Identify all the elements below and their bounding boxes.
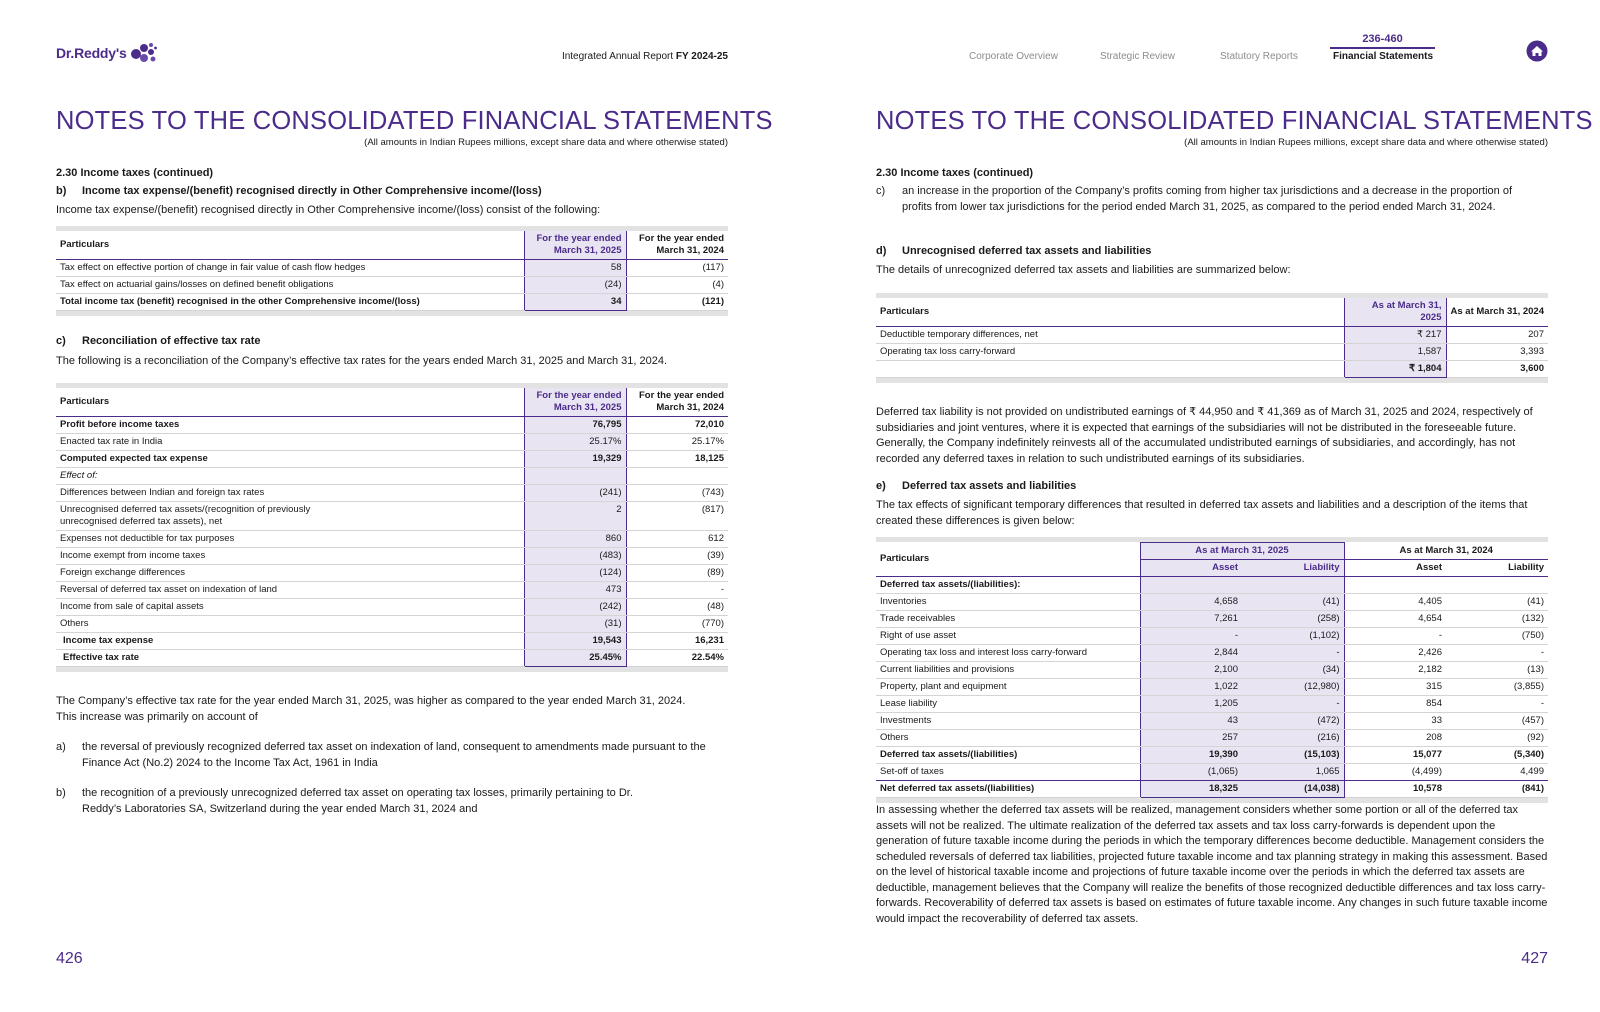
cell-a24: 10,578 xyxy=(1344,781,1446,798)
cell-l24: - xyxy=(1446,696,1548,713)
cell-l25: (216) xyxy=(1242,730,1344,747)
cell-a24: 208 xyxy=(1344,730,1446,747)
table-row-total xyxy=(56,633,728,650)
cell-a25 xyxy=(1140,577,1242,594)
table-row xyxy=(876,645,1548,662)
row-label: Deductible temporary differences, net xyxy=(876,327,1344,344)
cell-l25: (1,102) xyxy=(1242,628,1344,645)
cell-a25: 4,658 xyxy=(1140,594,1242,611)
subheading-text: Deferred tax assets and liabilities xyxy=(902,480,1077,492)
cell-a25: 7,261 xyxy=(1140,611,1242,628)
row-label: Expenses not deductible for tax purposes xyxy=(56,531,524,548)
cell-2025: 25.17% xyxy=(524,434,626,451)
cell-2024: (39) xyxy=(626,548,728,565)
cell-2024: (817) xyxy=(626,502,728,531)
table-oci xyxy=(56,226,728,316)
table-row xyxy=(876,327,1548,344)
cell-2025: (24) xyxy=(524,277,626,294)
cell-l24: (13) xyxy=(1446,662,1548,679)
col-header-particulars: Particulars xyxy=(876,298,1344,327)
row-label: Lease liability xyxy=(876,696,1140,713)
table-unrecognised xyxy=(876,293,1548,383)
home-icon[interactable] xyxy=(1526,40,1548,62)
page-title: NOTES TO THE CONSOLIDATED FINANCIAL STATEMENTS xyxy=(56,107,773,135)
cell-l24: 4,499 xyxy=(1446,764,1548,781)
cell-a24 xyxy=(1344,577,1446,594)
cell-2024: 16,231 xyxy=(626,633,728,650)
cell-l24: - xyxy=(1446,645,1548,662)
col-header-liability-2025: Liability xyxy=(1242,560,1344,577)
row-label: Unrecognised deferred tax assets/(recognition of previously unrecognised deferred tax assets), net xyxy=(56,502,524,531)
paragraph-undistributed-earnings: Deferred tax liability is not provided on undistributed earnings of ₹ 44,950 and ₹ 41,369 as of March 31, 2025 and 2024, respectively of subsidiaries and joint ventures, where it is expected that earnings of the subsidiaries will not be distributed in the foreseeable future. Generally, the Company indefinitely reinvests all of the accumulated undistributed earnings of subsidiaries, and accordingly, has not recorded any deferred taxes in relation to such undistributed earnings of its subsidiaries. xyxy=(876,406,1533,465)
section-heading xyxy=(56,167,728,179)
list-item xyxy=(56,740,728,771)
intro-b: Income tax expense/(benefit) recognised directly in Other Comprehensive income/(loss) consist of the following: xyxy=(56,204,601,216)
row-label: Net deferred tax assets/(liabilities) xyxy=(876,781,1140,798)
table-row xyxy=(876,781,1548,798)
table-row xyxy=(876,679,1548,696)
cell-2025: 860 xyxy=(524,531,626,548)
subheading-b xyxy=(56,185,728,197)
table-row-total xyxy=(56,294,728,311)
table-row xyxy=(56,485,728,502)
cell-2024: 18,125 xyxy=(626,451,728,468)
list-label: c) xyxy=(876,185,886,197)
table-row xyxy=(56,502,728,531)
cell-2025: 1,587 xyxy=(1344,344,1446,361)
table-row xyxy=(56,599,728,616)
cell-2025: (31) xyxy=(524,616,626,633)
cell-2025: 25.45% xyxy=(524,650,626,667)
col-header-asset-2024: Asset xyxy=(1344,560,1446,577)
table-reconciliation xyxy=(56,383,728,672)
row-label: Total income tax (benefit) recognised in the other Comprehensive income/(loss) xyxy=(56,294,524,311)
cell-l24: (457) xyxy=(1446,713,1548,730)
cell-2025: 473 xyxy=(524,582,626,599)
cell-2024: (743) xyxy=(626,485,728,502)
row-label: Right of use asset xyxy=(876,628,1140,645)
intro-d: The details of unrecognized deferred tax assets and liabilities are summarized below: xyxy=(876,264,1291,276)
row-label: Differences between Indian and foreign tax rates xyxy=(56,485,524,502)
row-label: Tax effect on effective portion of change in fair value of cash flow hedges xyxy=(56,260,524,277)
cell-2024: (121) xyxy=(626,294,728,311)
row-label: Property, plant and equipment xyxy=(876,679,1140,696)
cell-2025: 76,795 xyxy=(524,417,626,434)
cell-a25: 19,390 xyxy=(1140,747,1242,764)
cell-2025: 19,543 xyxy=(524,633,626,650)
subheading-label: b) xyxy=(56,185,67,197)
list-label: a) xyxy=(56,741,66,753)
logo-dots-icon xyxy=(131,42,157,64)
table-row xyxy=(876,696,1548,713)
table-row xyxy=(56,582,728,599)
cell-l25: - xyxy=(1242,645,1344,662)
list-label: b) xyxy=(56,787,66,799)
cell-l24: (132) xyxy=(1446,611,1548,628)
cell-2025: (241) xyxy=(524,485,626,502)
cell-a25: 2,100 xyxy=(1140,662,1242,679)
cell-2024: (89) xyxy=(626,565,728,582)
cell-2024: 3,393 xyxy=(1446,344,1548,361)
logo-text: Dr.Reddy's xyxy=(56,45,127,61)
row-label: Investments xyxy=(876,713,1140,730)
table-row xyxy=(56,434,728,451)
cell-a24: 4,405 xyxy=(1344,594,1446,611)
cell-l24: (41) xyxy=(1446,594,1548,611)
table-row xyxy=(876,628,1548,645)
paragraph-realization: In assessing whether the deferred tax assets will be realized, management considers whether some portion or all of the deferred tax assets will not be realized. The ultimate realization of the deferred tax assets and tax loss carry-forwards is dependent upon the generation of future taxable income during the periods in which the temporary differences become deductible. Management considers the scheduled reversals of deferred tax liabilities, projected future taxable income and tax planning strategy in making this assessment. Based on the level of historical taxable income and projections of future taxable income over the periods in which the deferred tax assets are deductible, management believes that the Company will realize the benefits of those recognized deductible differences and tax loss carry-forwards. Recoverability of deferred tax assets is based on estimates of future taxable income. Any changes in such future taxable income would impact the recoverability of deferred tax assets. xyxy=(876,804,1548,925)
row-label: Profit before income taxes xyxy=(56,417,524,434)
cell-2024: 72,010 xyxy=(626,417,728,434)
cell-l24 xyxy=(1446,577,1548,594)
row-label: Enacted tax rate in India xyxy=(56,434,524,451)
cell-a25: 1,205 xyxy=(1140,696,1242,713)
table-row xyxy=(876,764,1548,781)
cell-2024: 22.54% xyxy=(626,650,728,667)
nav-financial-statements[interactable]: Financial Statements xyxy=(1333,51,1434,62)
row-label: Income exempt from income taxes xyxy=(56,548,524,565)
row-label xyxy=(876,361,1344,378)
row-label: Computed expected tax expense xyxy=(56,451,524,468)
cell-l25: - xyxy=(1242,696,1344,713)
right-page xyxy=(876,0,1593,1012)
cell-l25: (12,980) xyxy=(1242,679,1344,696)
page-number: 426 xyxy=(56,950,83,967)
nav-corporate-overview[interactable]: Corporate Overview xyxy=(969,51,1058,62)
row-label: Others xyxy=(56,616,524,633)
table-row xyxy=(56,616,728,633)
cell-a24: - xyxy=(1344,628,1446,645)
table-row xyxy=(56,451,728,468)
table-deferred-tax xyxy=(876,537,1548,803)
cell-a24: 33 xyxy=(1344,713,1446,730)
subheading-text: Reconciliation of effective tax rate xyxy=(82,335,261,347)
cell-l25 xyxy=(1242,577,1344,594)
cell-a25: 1,022 xyxy=(1140,679,1242,696)
row-label: Foreign exchange differences xyxy=(56,565,524,582)
nav-statutory-reports[interactable]: Statutory Reports xyxy=(1220,51,1298,62)
cell-l24: (5,340) xyxy=(1446,747,1548,764)
list-text: the reversal of previously recognized deferred tax asset on indexation of land, consequent to amendments made pursuant to the Finance Act (No.2) 2024 to the Income Tax Act, 1961 in India xyxy=(82,741,706,769)
nav-strategic-review[interactable]: Strategic Review xyxy=(1100,51,1176,62)
table-row xyxy=(56,277,728,294)
company-logo[interactable] xyxy=(56,42,157,64)
cell-2025: ₹ 217 xyxy=(1344,327,1446,344)
col-header-2024: As at March 31, 2024 xyxy=(1446,298,1548,327)
list-item xyxy=(56,786,728,817)
page-number: 427 xyxy=(1521,950,1548,967)
row-label: Income tax expense xyxy=(56,633,524,650)
subheading-c xyxy=(56,335,728,347)
table-row-total xyxy=(876,361,1548,378)
col-group-2024: As at March 31, 2024 xyxy=(1344,543,1548,560)
cell-a24: 4,654 xyxy=(1344,611,1446,628)
cell-a25: 2,844 xyxy=(1140,645,1242,662)
report-title-prefix: Integrated Annual Report xyxy=(561,51,674,62)
cell-2025: 19,329 xyxy=(524,451,626,468)
cell-2024: 3,600 xyxy=(1446,361,1548,378)
cell-2025: (124) xyxy=(524,565,626,582)
table-row xyxy=(876,730,1548,747)
cell-2024: (48) xyxy=(626,599,728,616)
cell-l25: (472) xyxy=(1242,713,1344,730)
table-row xyxy=(876,662,1548,679)
nav-page-range: 236-460 xyxy=(1362,33,1403,45)
cell-a25: 257 xyxy=(1140,730,1242,747)
cell-2024: 25.17% xyxy=(626,434,728,451)
report-title-year: FY 2024-25 xyxy=(675,51,728,62)
table-row xyxy=(56,531,728,548)
cell-a24: 854 xyxy=(1344,696,1446,713)
subheading-e xyxy=(876,480,1548,492)
left-page xyxy=(56,0,773,1012)
cell-l24: (750) xyxy=(1446,628,1548,645)
nav-active-indicator xyxy=(1330,47,1435,49)
table-row xyxy=(876,344,1548,361)
col-header-2024: For the year ended March 31, 2024 xyxy=(626,388,728,417)
subheading-text: Income tax expense/(benefit) recognised directly in Other Comprehensive income/(loss) xyxy=(82,185,542,197)
cell-2024: (4) xyxy=(626,277,728,294)
row-label: Reversal of deferred tax asset on indexation of land xyxy=(56,582,524,599)
cell-2025: (483) xyxy=(524,548,626,565)
row-label: Deferred tax assets/(liabilities): xyxy=(876,577,1140,594)
col-header-2024: For the year ended March 31, 2024 xyxy=(626,231,728,260)
table-row xyxy=(56,548,728,565)
cell-l25: (258) xyxy=(1242,611,1344,628)
cell-2024 xyxy=(626,468,728,485)
cell-2025: (242) xyxy=(524,599,626,616)
intro-c: The following is a reconciliation of the Company’s effective tax rates for the years ended March 31, 2025 and March 31, 2024. xyxy=(56,355,668,367)
col-header-2025: For the year ended March 31, 2025 xyxy=(524,231,626,260)
intro-e: The tax effects of significant temporary differences that resulted in deferred tax assets and liabilities and a description of the items that created these differences is given below: xyxy=(876,499,1528,527)
subheading-label: e) xyxy=(876,480,886,492)
cell-l25: 1,065 xyxy=(1242,764,1344,781)
table-row-total xyxy=(56,650,728,667)
row-label: Deferred tax assets/(liabilities) xyxy=(876,747,1140,764)
row-label: Operating tax loss and interest loss carry-forward xyxy=(876,645,1140,662)
subheading-label: c) xyxy=(56,335,66,347)
page-subtitle: (All amounts in Indian Rupees millions, except share data and where otherwise stated) xyxy=(364,137,728,148)
cell-l24: (3,855) xyxy=(1446,679,1548,696)
section-heading xyxy=(876,167,1548,179)
col-header-2025: For the year ended March 31, 2025 xyxy=(524,388,626,417)
cell-2025: 34 xyxy=(524,294,626,311)
cell-2024: - xyxy=(626,582,728,599)
row-label: Tax effect on actuarial gains/losses on defined benefit obligations xyxy=(56,277,524,294)
table-row xyxy=(56,417,728,434)
subheading-text: Unrecognised deferred tax assets and liabilities xyxy=(902,245,1152,257)
cell-a24: (4,499) xyxy=(1344,764,1446,781)
table-row xyxy=(876,594,1548,611)
cell-2025: 2 xyxy=(524,502,626,531)
cell-l25: (15,103) xyxy=(1242,747,1344,764)
cell-a25: - xyxy=(1140,628,1242,645)
cell-2024: 207 xyxy=(1446,327,1548,344)
cell-l25: (14,038) xyxy=(1242,781,1344,798)
cell-2024: 612 xyxy=(626,531,728,548)
table-deferred-tax-body xyxy=(876,577,1548,798)
col-header-particulars: Particulars xyxy=(56,231,524,260)
cell-2024: (117) xyxy=(626,260,728,277)
col-header-asset-2025: Asset xyxy=(1140,560,1242,577)
report-title xyxy=(562,51,728,62)
page-subtitle: (All amounts in Indian Rupees millions, except share data and where otherwise stated) xyxy=(1184,137,1548,148)
section-title: 2.30 Income taxes (continued) xyxy=(56,167,214,179)
cell-2025 xyxy=(524,468,626,485)
cell-2025: ₹ 1,804 xyxy=(1344,361,1446,378)
cell-l25: (34) xyxy=(1242,662,1344,679)
section-title: 2.30 Income taxes (continued) xyxy=(876,167,1034,179)
col-header-particulars: Particulars xyxy=(876,543,1140,577)
page-title: NOTES TO THE CONSOLIDATED FINANCIAL STATEMENTS xyxy=(876,107,1593,135)
cell-a25: 18,325 xyxy=(1140,781,1242,798)
row-label: Operating tax loss carry-forward xyxy=(876,344,1344,361)
subheading-d xyxy=(876,245,1548,257)
table-row xyxy=(876,747,1548,764)
table-row xyxy=(876,713,1548,730)
list-text: the recognition of a previously unrecognized deferred tax asset on operating tax losses, primarily pertaining to Dr. Reddy’s Laboratories SA, Switzerland during the year ended March 31, 2024 and xyxy=(82,787,633,815)
cell-2024: (770) xyxy=(626,616,728,633)
table-row xyxy=(56,260,728,277)
cell-l24: (841) xyxy=(1446,781,1548,798)
row-label: Effect of: xyxy=(56,468,524,485)
list-text: an increase in the proportion of the Company’s profits coming from higher tax jurisdictions and a decrease in the proportion of profits from lower tax jurisdictions for the period ended March 31, 2025, as compared to the period ended March 31, 2024. xyxy=(902,185,1513,213)
row-label: Others xyxy=(876,730,1140,747)
list-item xyxy=(876,184,1548,215)
cell-2025: 58 xyxy=(524,260,626,277)
cell-a25: 43 xyxy=(1140,713,1242,730)
row-label: Effective tax rate xyxy=(56,650,524,667)
row-label: Set-off of taxes xyxy=(876,764,1140,781)
after-table-paragraph: The Company’s effective tax rate for the year ended March 31, 2025, was higher as compared to the year ended March 31, 2024. This increase was primarily on account of xyxy=(56,695,686,723)
row-label: Income from sale of capital assets xyxy=(56,599,524,616)
subheading-label: d) xyxy=(876,245,887,257)
row-label: Inventories xyxy=(876,594,1140,611)
col-header-2025: As at March 31, 2025 xyxy=(1344,298,1446,327)
cell-a24: 2,182 xyxy=(1344,662,1446,679)
row-label: Current liabilities and provisions xyxy=(876,662,1140,679)
table-row xyxy=(876,611,1548,628)
row-label: Trade receivables xyxy=(876,611,1140,628)
col-header-liability-2024: Liability xyxy=(1446,560,1548,577)
cell-a25: (1,065) xyxy=(1140,764,1242,781)
table-row xyxy=(56,565,728,582)
cell-a24: 15,077 xyxy=(1344,747,1446,764)
cell-a24: 2,426 xyxy=(1344,645,1446,662)
cell-l25: (41) xyxy=(1242,594,1344,611)
col-group-2025: As at March 31, 2025 xyxy=(1140,543,1344,560)
cell-l24: (92) xyxy=(1446,730,1548,747)
table-row xyxy=(876,577,1548,594)
table-row xyxy=(56,468,728,485)
cell-a24: 315 xyxy=(1344,679,1446,696)
col-header-particulars: Particulars xyxy=(56,388,524,417)
